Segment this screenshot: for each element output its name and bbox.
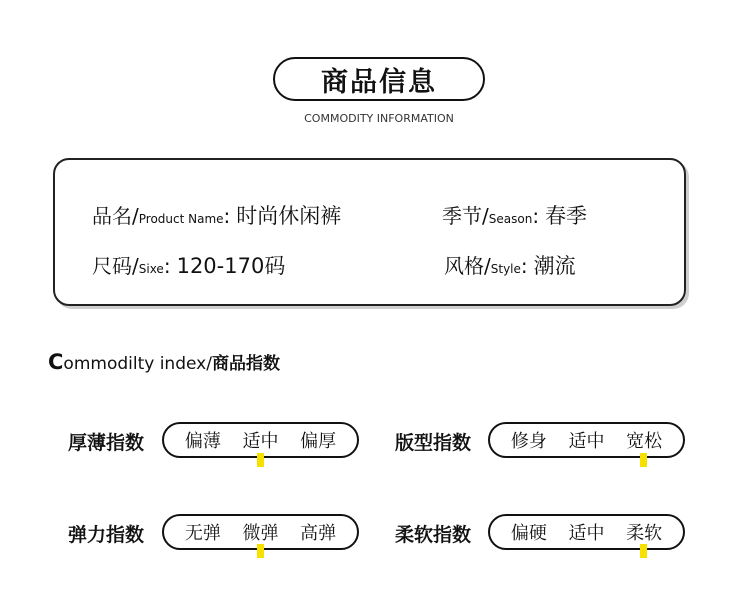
index-heading-rest: ommodilty index/ (63, 354, 212, 374)
index-marker-fit (640, 453, 647, 467)
index-heading-initial: C (48, 350, 64, 374)
index-label-elasticity: 弹力指数 (68, 524, 145, 546)
info-size (92, 250, 285, 280)
index-heading-cn: 商品指数 (211, 354, 280, 374)
product-info-card (53, 158, 686, 306)
info-season (442, 200, 587, 230)
info-season-en: Season (488, 212, 533, 226)
scale-option: 适中 (242, 431, 279, 452)
index-marker-elasticity (257, 544, 264, 558)
index-marker-thickness (257, 453, 264, 467)
section-subtitle: COMMODITY INFORMATION (304, 112, 454, 125)
index-heading (48, 349, 280, 374)
scale-option: 适中 (568, 523, 605, 544)
info-name-value: 时尚休闲裤 (236, 204, 342, 228)
info-name-en: Product Name (138, 212, 224, 226)
scale-option: 柔软 (626, 523, 663, 544)
info-season-sep: : (532, 204, 540, 228)
info-style-label: 风格/ (444, 254, 491, 278)
info-size-label: 尺码/ (92, 254, 139, 278)
info-name-sep: : (223, 204, 231, 228)
index-label-softness: 柔软指数 (395, 524, 472, 546)
scale-option: 适中 (568, 431, 605, 452)
scale-option: 偏厚 (300, 431, 337, 452)
info-season-label: 季节/ (442, 204, 489, 228)
info-style-value: 潮流 (533, 254, 576, 278)
scale-option: 高弹 (300, 523, 337, 544)
index-label-thickness: 厚薄指数 (68, 432, 145, 454)
index-marker-softness (640, 544, 647, 558)
index-scale-fit (488, 422, 685, 458)
info-name-label: 品名/ (92, 204, 139, 228)
index-label-fit: 版型指数 (395, 432, 472, 454)
info-size-en: Sixe (138, 262, 164, 276)
info-style-en: Style (490, 262, 521, 276)
scale-option: 偏薄 (184, 431, 221, 452)
index-scale-softness (488, 514, 685, 550)
info-size-value: 120-170码 (176, 254, 286, 278)
info-style-sep: : (520, 254, 528, 278)
scale-option: 宽松 (626, 431, 663, 452)
scale-option: 无弹 (184, 523, 221, 544)
info-size-sep: : (163, 254, 171, 278)
info-name (92, 200, 341, 230)
scale-option: 偏硬 (510, 523, 547, 544)
section-title: 商品信息 (273, 57, 485, 101)
info-style (444, 250, 576, 280)
scale-option: 修身 (510, 431, 547, 452)
info-season-value: 春季 (545, 204, 588, 228)
scale-option: 微弹 (242, 523, 279, 544)
